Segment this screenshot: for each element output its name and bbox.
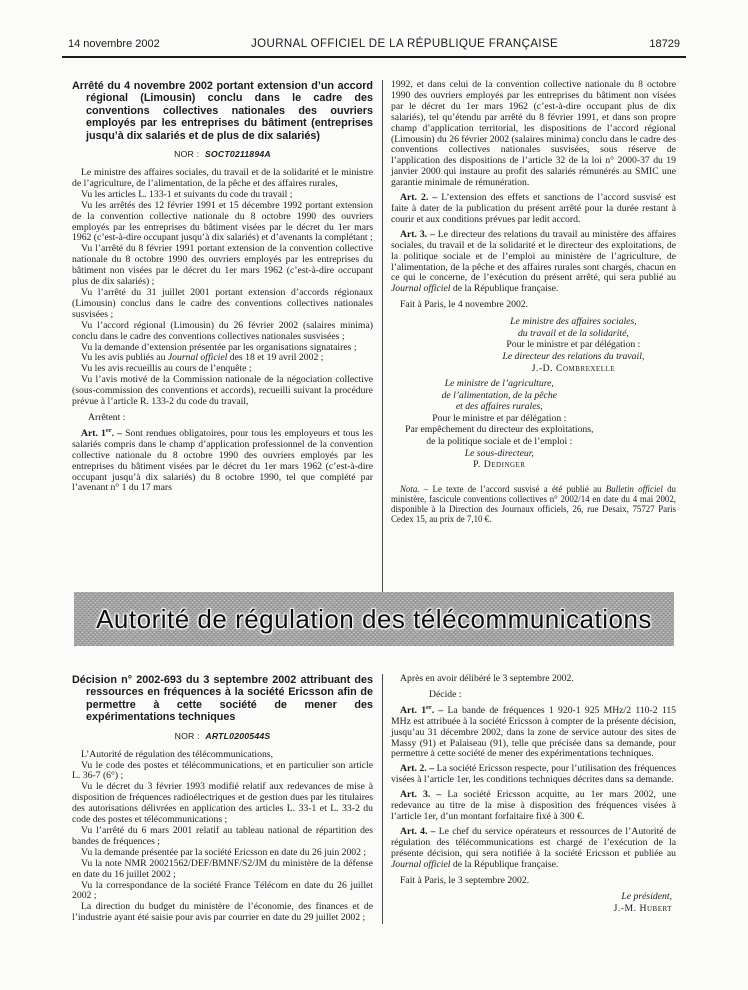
text-run: Sont rendues obligatoires, pour tous les employeurs et tous les salariés compris dans le champ d’application professionnel de la convention collective nationale du 8 octobre 1990 des ouvriers employés par les entreprises du bâtiment visées par le décret du 1er mars 1962 (c’est-à-dire occupant jusqu’à dix salariés) du 8 octobre 1990, tel que complété par l’avenant n° 1 du 17 mars [72,427,373,494]
article-label: Art. 4. – [400,825,436,837]
text-run: du ministère, fascicule conventions collectives n° 2002/14 en date du 4 mai 2002, disponible à la Direction des Journaux officiels, 26, rue Desaix, 75727 Paris Cedex 15, au prix de 7,10 €. [391,483,676,525]
text-run: des 18 et 19 avril 2002 ; [227,352,324,364]
signatory-title: et des affaires rurales, [455,401,543,413]
journal-title: JOURNAL OFFICIEL DE LA RÉPUBLIQUE FRANÇAISE [251,38,559,50]
signatory-title: Le ministre de l’agriculture, [444,378,554,390]
nor-value: ARTL0200544S [205,730,271,741]
article-2 [391,764,676,786]
text-run: La bande de fréquences 1 920-1 925 MHz/2 110-2 115 MHz est attribuée à la société Ericsson à compter de la présente décision, jusqu’au 31 décembre 2002, dans la zone de service autour des sites de Massy (91) et Palaiseau (91), telle que précisée dans sa demande, pour permettre à cette société de mener des expérimentations techniques. [391,704,677,760]
text-run: La société Ericsson respecte, pour l’utilisation des fréquences visées à l’article 1er, les conditions techniques décrites dans sa demande. [391,763,676,786]
text-run-italic: Journal officiel [391,283,451,295]
delegation-line: de la politique sociale et de l’emploi : [426,436,573,448]
running-head [62,38,686,58]
art-section-banner-title: Autorité de régulation des télécommunications [96,603,652,634]
arrete-left-column [72,80,383,592]
article-3 [391,790,676,823]
signatory-title: Le ministre des affaires sociales, [510,316,637,328]
signatory-role: Le président, [621,891,672,903]
nor-line [72,731,373,741]
text-run: Vu les avis publiés au [81,352,168,364]
signatory-name: J.-D. Combrexelle [531,362,616,374]
paragraph-visa: Vu la demande d’extension présentée par les organisations signataires ; [81,341,357,353]
paragraph-visa: Vu l’arrêté du 6 mars 2001 relatif au tableau national de répartition des bandes de fréquences ; [72,824,373,847]
paragraph-visa: Vu la demande présentée par la société Ericsson en date du 26 juin 2002 ; [81,846,367,858]
signatory-title: de l’alimentation, de la pêche [441,389,557,401]
article-label: Art. 2. – [400,192,438,204]
text-run: Le directeur des relations du travail au ministère des affaires sociales, du travail et de la solidarité et le directeur des exploitations, de la politique sociale et de l’emploi au ministère de l’agriculture, de l’alimentation, de la pêche et des affaires rurales sont chargés, chacun en ce qui le concerne, de l’exécution du présent arrêté, qui sera publié au [391,228,676,284]
nor-value: SOCT0211894A [204,149,271,160]
signature-place-date: Fait à Paris, le 4 novembre 2002. [400,299,529,311]
text-run-italic: Bulletin officiel [605,483,663,494]
text-run-italic: Journal officiel [391,858,451,870]
signatory-role: Le sous-directeur, [464,447,534,459]
text-run-italic: Journal officiel [167,352,228,364]
paragraph-visa: Vu les avis recueillis au cours de l’enquête ; [81,363,252,375]
paragraph-visa: Vu le décret du 3 février 1993 modifié relatif aux redevances de mise à disposition de fréquences radioélectriques et de gestion dues par les titulaires des autorisations délivrées en application des articles L. 33-1 et L. 33-2 du code des postes et télécommunications ; [72,781,373,826]
text-run: de la République française. [450,858,559,870]
signature-block-travail [471,316,676,374]
article-label: Art. 2. – [400,763,435,775]
text-run: La société Ericsson acquitte, au 1er mars 2002, une redevance au titre de la mise à disposition des fréquences visées à l’article 1er, d’un montant forfaitaire fixé à 300 €. [391,789,676,822]
delegation-line: Pour le ministre et par délégation : [506,339,641,351]
decision-right-column [383,674,676,924]
decision-left-column [72,674,383,924]
ordinal-superscript: er [105,426,112,434]
signatory-name: P. Dedinger [473,459,526,471]
article-label [81,428,122,439]
signature-block-agriculture [391,378,608,471]
nor-line [72,149,373,159]
delegation-line: Pour le ministre et par délégation : [432,412,567,424]
article-2 [391,193,676,226]
nor-label: NOR : [174,149,200,160]
text-run: de la République française. [450,283,559,295]
signature-block-president [391,891,676,914]
paragraph-visa: Vu l’arrêté du 8 février 1991 portant extension de la convention collective nationale du 8 octobre 1990 des ouvriers employés par les entreprises du bâtiment non visées par le décret du 1er mars 1962 (c’est-à-dire occupant plus de dix salariés) ; [72,243,373,288]
decision-title: Décision n° 2002-693 du 3 septembre 2002 attribuant des ressources en fréquences à la société Ericsson afin de permettre à cette société de mener des expérimentations techniques [72,674,373,724]
nota-label: Nota. [400,483,420,494]
arrete-section [72,80,676,592]
signatory-name: J.-M. Hubert [613,903,672,914]
paragraph: L’Autorité de régulation des télécommunications, [81,748,273,760]
article-1 [72,426,373,494]
enacting-formula: Décide : [429,688,462,700]
text-run: Art. 1 [81,427,106,439]
text-run: Le chef du service opérateurs et ressources de l’Autorité de régulation des télécommunications est chargé de l’exécution de la présente décision, qui sera notifiée à la société Ericsson et publiée au [391,825,676,859]
article-1-continuation: 1992, et dans celui de la convention collective nationale du 8 octobre 1990 des ouvriers employés par les entreprises du bâtiment non visées par le décret du 1er mars 1962 (c’est-à-dire occupant plus de dix salariés), tel qu’étendu par arrêté du 8 février 1991, et dans son propre champ d’application territorial, les dispositions de l’accord régional (Limousin) du 26 février 2002 (salaires minima) conclu dans le cadre des conventions collectives nationales susvisées, sous réserve de l’application des dispositions de l’article 32 de la loi n° 2000-37 du 19 janvier 2000 qui instaure au profit des salariés rémunérés au SMIC une garantie minimale de rémunération. [391,79,676,189]
paragraph-visa: Vu les arrêtés des 12 février 1991 et 15 décembre 1992 portant extension de la convention collective nationale du 8 octobre 1990 des ouvriers employés par les entreprises du bâtiment visées par le décret du 1er mars 1962 (c’est-à-dire occupant jusqu’à dix salariés) et d’avenants la complétant ; [72,199,373,244]
paragraph-visa: Vu la note NMR 20021562/DEF/BMNF/S2/JM du ministère de la défense en date du 16 juillet 2002 ; [72,857,373,880]
header-date: 14 novembre 2002 [68,38,160,50]
art-section-banner [74,592,674,646]
signatory-role: Le directeur des relations du travail, [502,350,645,362]
paragraph-visa: Vu l’avis motivé de la Commission nationale de la négociation collective (sous-commission des conventions et accords), recueilli suivant la procédure prévue à l’article R. 133-2 du code du travail, [72,374,373,408]
article-3 [391,230,676,295]
enacting-formula: Arrêtent : [88,411,126,423]
arrete-title: Arrêté du 4 novembre 2002 portant extension d’un accord régional (Limousin) conclu dans le cadre des conventions collectives nationales des ouvriers employés par les entreprises du bâtiment (entreprises jusqu’à dix salariés et de plus de dix salariés) [72,80,373,142]
text-run: L’extension des effets et sanctions de l’accord susvisé est faite à dater de la publication du présent arrêté pour la durée restant à courir et aux conditions prévues par ledit accord. [391,192,676,225]
text-run: Art. 1 [400,704,427,716]
nota-paragraph [391,484,676,525]
paragraph: Après en avoir délibéré le 3 septembre 2002. [400,673,574,684]
paragraph-visa: Vu l’accord régional (Limousin) du 26 février 2002 (salaires minima) conclu dans le cadre des conventions collectives nationales susvisées ; [72,319,373,342]
article-label: Art. 3. – [400,789,442,801]
paragraph-visa: La direction du budget du ministère de l’économie, des finances et de l’industrie ayant été saisie pour avis par courrier en date du 29 juillet 2002 ; [72,901,373,924]
decision-section [72,674,676,924]
paragraph-visa: Vu le code des postes et télécommunications, et en particulier son article L. 36-7 (6°) ; [72,759,373,782]
paragraph-visa: Vu les articles L. 133-1 et suivants du code du travail ; [81,188,293,200]
article-4 [391,827,676,871]
text-run: – Le texte de l’accord susvisé a été publié au [419,483,606,494]
signatory-title: du travail et de la solidarité, [517,327,629,339]
article-1 [391,703,677,761]
page-number: 18729 [649,38,680,50]
article-label [400,705,443,716]
delegation-line: Par empêchement du directeur des exploitations, [405,424,594,436]
ordinal-superscript: er [426,703,432,711]
paragraph-visa: Vu la correspondance de la société France Télécom en date du 26 juillet 2002 ; [72,879,373,902]
paragraph: Le ministre des affaires sociales, du travail et de la solidarité et le ministre de l’agriculture, de l’alimentation, de la pêche et des affaires rurales, [72,167,373,189]
text-run: . – [111,427,122,439]
arrete-right-column [383,80,676,592]
nor-label: NOR : [174,730,200,741]
signature-place-date: Fait à Paris, le 3 septembre 2002. [400,874,530,886]
text-run: . – [431,704,444,716]
paragraph-visa: Vu l’arrêté du 31 juillet 2001 portant extension d’accords régionaux (Limousin) conclus dans le cadre des conventions collectives nationales susvisées ; [72,287,373,320]
article-label: Art. 3. – [400,228,435,240]
